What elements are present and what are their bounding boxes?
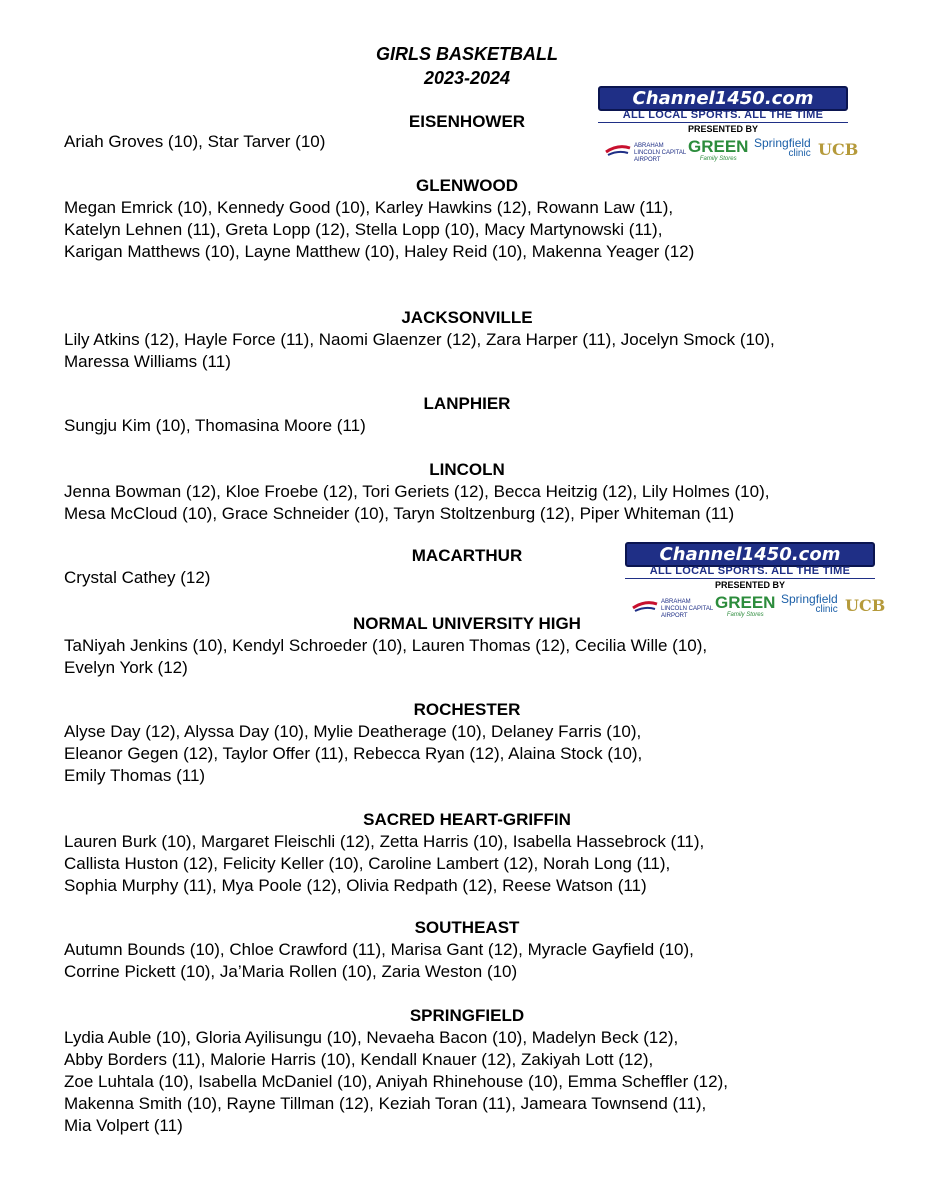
- player-list: Alyse Day (12), Alyssa Day (10), Mylie Deatherage (10), Delaney Farris (10), Eleanor Gegen (12), Taylor Offer (11), Rebecca Ryan (12), Alaina Stock (10), Emily Thomas (11): [64, 722, 643, 785]
- player-list: Megan Emrick (10), Kennedy Good (10), Karley Hawkins (12), Rowann Law (11), Katelyn Lehnen (11), Greta Lopp (12), Stella Lopp (10), Macy Martynowski (11), Karigan Matthews (10), Layne Matthew (10), Haley Reid (10), Makenna Yeager (12): [64, 198, 695, 261]
- presented-by-label: PRESENTED BY: [714, 580, 785, 590]
- school-heading: NORMAL UNIVERSITY HIGH: [353, 614, 581, 633]
- airport-sponsor-text: ABRAHAM LINCOLN CAPITAL AIRPORT: [634, 143, 687, 163]
- ucb-sponsor-logo: UCB: [818, 140, 859, 159]
- player-list: Lily Atkins (12), Hayle Force (11), Naomi Glaenzer (12), Zara Harper (11), Jocelyn Smock (10), Maressa Williams (11): [64, 330, 775, 371]
- logo-tagline: ALL LOCAL SPORTS. ALL THE TIME: [625, 564, 875, 579]
- school-heading: MACARTHUR: [411, 546, 523, 565]
- player-list: Sungju Kim (10), Thomasina Moore (11): [64, 416, 366, 435]
- player-list: Jenna Bowman (12), Kloe Froebe (12), Tori Geriets (12), Becca Heitzig (12), Lily Holmes (10), Mesa McCloud (10), Grace Schneider (10), Taryn Stoltzenburg (12), Piper Whiteman (11): [64, 482, 770, 523]
- player-list: Ariah Groves (10), Star Tarver (10): [64, 132, 326, 151]
- school-heading: LANPHIER: [423, 394, 511, 413]
- school-heading: SACRED HEART-GRIFFIN: [363, 810, 571, 829]
- school-heading: GLENWOOD: [416, 176, 518, 195]
- green-stores-sponsor-logo: GREEN Family Stores: [688, 137, 749, 162]
- document-title: GIRLS BASKETBALL: [376, 44, 558, 64]
- player-list: Crystal Cathey (12): [64, 568, 211, 587]
- player-list: Lydia Auble (10), Gloria Ayilisungu (10), Nevaeha Bacon (10), Madelyn Beck (12), Abby Borders (11), Malorie Harris (10), Kendall Knauer (12), Zakiyah Lott (12), Zoe Luhtala (10), Isabella McDaniel (10), Aniyah Rhinehouse (10), Emma Scheffler (12), Makenna Smith (10), Rayne Tillman (12), Keziah Toran (11), Jameara Townsend (11), Mia Volpert (11): [64, 1028, 728, 1135]
- school-heading: EISENHOWER: [408, 112, 526, 131]
- player-list: TaNiyah Jenkins (10), Kendyl Schroeder (10), Lauren Thomas (12), Cecilia Wille (10), Evelyn York (12): [64, 636, 708, 677]
- airport-sponsor-text: ABRAHAM LINCOLN CAPITAL AIRPORT: [661, 599, 714, 619]
- school-heading: ROCHESTER: [413, 700, 521, 719]
- springfield-clinic-sponsor-logo: Springfield clinic: [754, 136, 811, 159]
- player-list: Lauren Burk (10), Margaret Fleischli (12), Zetta Harris (10), Isabella Hassebrock (11), Callista Huston (12), Felicity Keller (10), Caroline Lambert (12), Norah Long (11), Sophia Murphy (11), Mya Poole (12), Olivia Redpath (12), Reese Watson (11): [64, 832, 705, 895]
- player-list: Autumn Bounds (10), Chloe Crawford (11), Marisa Gant (12), Myracle Gayfield (10), Corrine Pickett (10), Ja’Maria Rollen (10), Zaria Weston (10): [64, 940, 694, 981]
- school-heading: SPRINGFIELD: [409, 1006, 525, 1025]
- ucb-sponsor-logo: UCB: [845, 596, 886, 615]
- channel1450-wordmark: Channel1450.com: [625, 542, 875, 567]
- channel1450-wordmark: Channel1450.com: [598, 86, 848, 111]
- school-heading: LINCOLN: [429, 460, 505, 479]
- season-year: 2023-2024: [423, 68, 511, 88]
- green-stores-sponsor-logo: GREEN Family Stores: [715, 593, 776, 618]
- presented-by-label: PRESENTED BY: [687, 124, 758, 134]
- school-heading: JACKSONVILLE: [401, 308, 533, 327]
- springfield-clinic-sponsor-logo: Springfield clinic: [781, 592, 838, 615]
- school-heading: SOUTHEAST: [414, 918, 520, 937]
- logo-tagline: ALL LOCAL SPORTS. ALL THE TIME: [598, 108, 848, 123]
